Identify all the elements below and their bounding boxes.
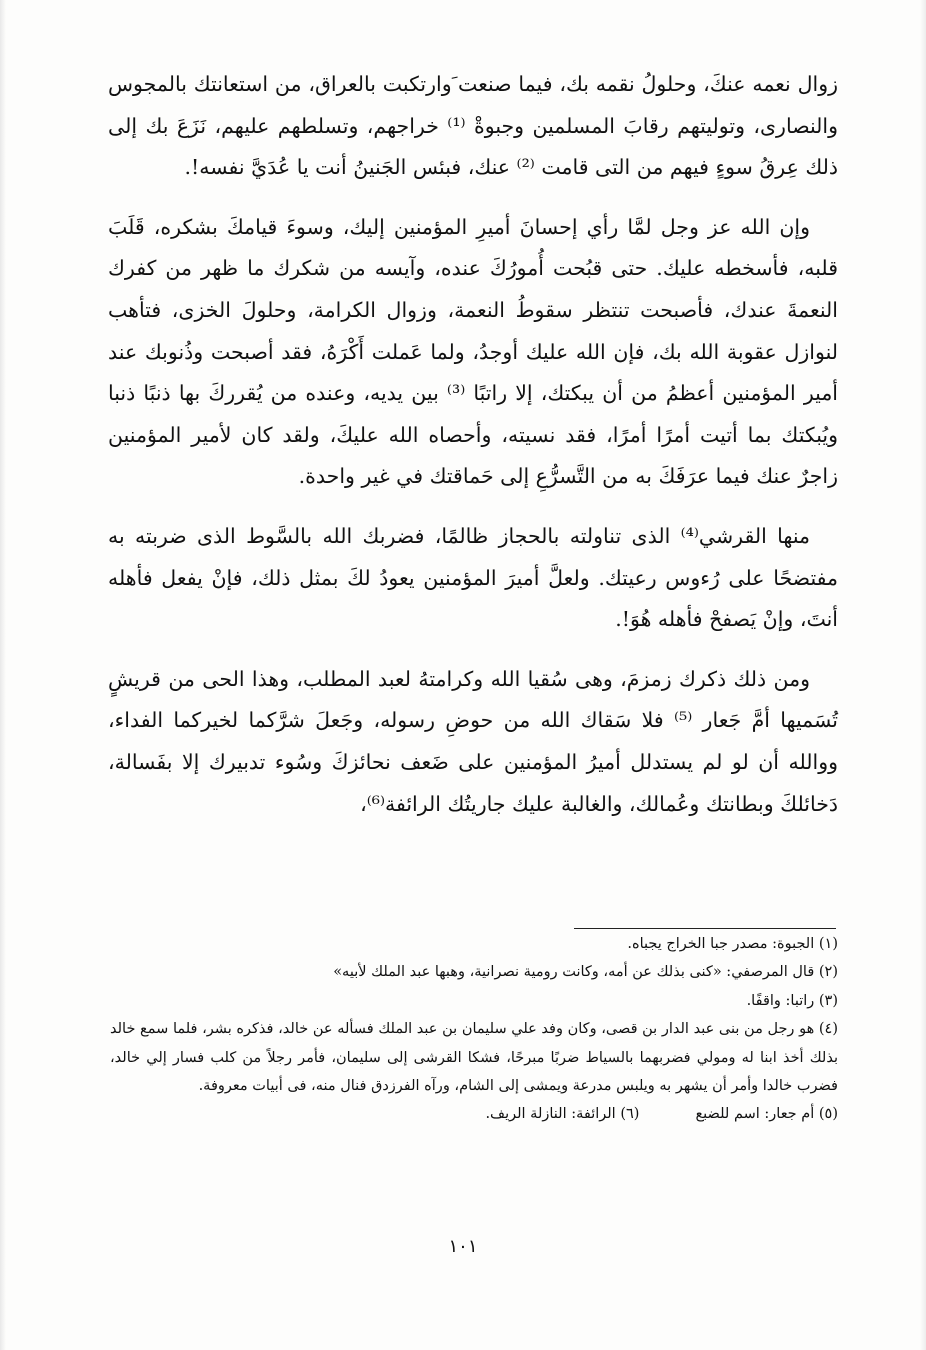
- footnotes-section: [110, 930, 838, 1129]
- page-number: ١٠١: [448, 1236, 478, 1257]
- body-paragraph-1: زوال نعمه عنكَ، وحلولُ نقمه بك، فيما صنعت َوارتكبت بالعراق، من استعانتك بالمجوس والنصارى، وتوليتهم رقابَ المسلمين وجبوةْ ⁽¹⁾ خراجهم، وتسلطهم عليهم، نَزَعَ بك إلى ذلك عِرقُ سوءٍ فيهم من التى قامت ⁽²⁾ عنك، فبئس الجَنينُ أنت يا عُدَيَّ نفسه!.: [108, 72, 838, 180]
- footnote-5: (٥) أم جعار: اسم للضبع: [695, 1106, 838, 1123]
- footnote-3: (٣) راتبا: واقفًا.: [746, 992, 838, 1009]
- footnote-6: (٦) الرائفة: النازلة الريف.: [485, 1106, 640, 1123]
- page-left-edge: [0, 0, 6, 1350]
- main-body-text: [108, 64, 838, 843]
- body-paragraph-4: ومن ذلك ذكرك زمزمَ، وهى سُقيا الله وكرامتهُ لعبد المطلب، وهذا الحى من قريشٍ تُسَميها أمَّ جَعار ⁽⁵⁾ فلا سَقاك الله من حوضِ رسوله، وجَعلَ شرَّكما لخيركما الفداء، ووالله أن لو لم يستدلل أميرُ المؤمنين على ضَعف نحائزكَ وسُوء تدبيرك إلا بفَسالة، دَخائلكَ وبطانتك وعُمالك، والغالبة عليك جاريتُك الرائفة⁽⁶⁾،: [108, 666, 839, 816]
- body-paragraph-3: منها القرشي⁽⁴⁾ الذى تناولته بالحجاز ظالمًا، فضربك الله بالسَّوط الذى ضربته به مفتضحًا على رُءوس رعيتك. ولعلَّ أميرَ المؤمنين يعودُ لكَ بمثل ذلك، فإنْ يفعل فأهله أنتَ، وإنْ يَصفحْ فأهله هُوَ!.: [108, 523, 838, 632]
- footnote-2: (٢) قال المرصفي: «كنى بذلك عن أمه، وكانت رومية نصرانية، وهبها عبد الملك لأبيه»: [333, 964, 838, 981]
- footnote-separator: [574, 928, 836, 929]
- footnote-1: (١) الجبوة: مصدر جبا الخراج يجباه.: [627, 936, 838, 952]
- page-right-edge: [920, 0, 926, 1350]
- body-paragraph-2: وإن الله عز وجل لمَّا رأي إحسانَ أميرِ المؤمنين إليك، وسوءَ قيامكَ بشكره، قَلَبَ قلبه، فأسخطه عليك. حتى قبُحت أُمورُكَ عنده، وآيسه من شكرك ما ظهر من كفرك النعمةَ عندك، فأصبحت تنتظر سقوطُ النعمة، وزوال الكرامة، وحلولَ الخزى، فتأهب لنوازل عقوبة الله بك، فإن الله عليك أوجدُ، ولما عَملت أَكْرَهُ، فقد أصبحت وذُنوبك عند أمير المؤمنين أعظمُ من أن يبكتك، إلا راتبًا ⁽³⁾ بين يديه، وعنده من يُقرركَ بها ذنبًا ذنبا ويُبكتك بما أتيت أمرًا أمرًا، فقد نسيته، وأحصاه الله عليكَ، ولقد كان لأمير المؤمنين زاجرٌ عنك فيما عرَفَكَ به من التَّسرُّعِ إلى حَماقتك في غير واحدة.: [108, 214, 838, 489]
- footnote-last-row: [110, 1100, 838, 1128]
- footnote-4: (٤) هو رجل من بنى عبد الدار بن قصى، وكان وفد علي سليمان بن عبد الملك فسأله عن خالد، فذكره بشر، فلما سمع خالد بذلك أخذ ابنا له ومولي فضربهما بالسياط ضربًا مبرحًا، فشكا القرشى إلى سليمان، فأمر رجلاً من كلب فسار إلي خالد، فضرب خالدا وأمر أن يشهر به ويلبس مدرعة ويمشى إلى الشام، ورآه الفرزدق فنال منه، فى أبيات معروفة.: [110, 1021, 838, 1095]
